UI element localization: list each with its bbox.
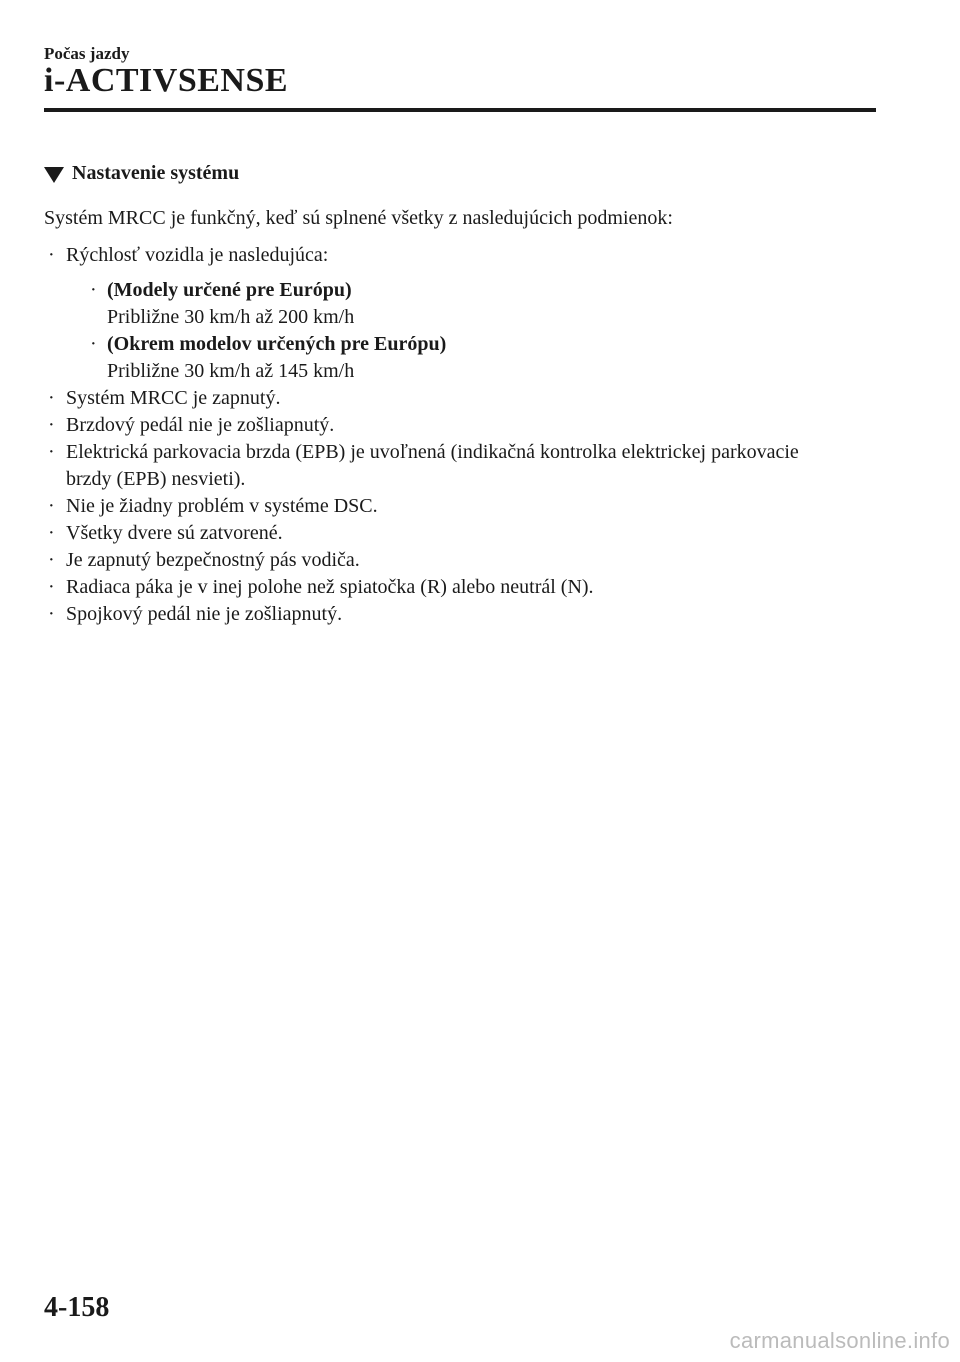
list-item (44, 439, 826, 493)
bullet: · (48, 414, 55, 436)
page-number: 4-158 (44, 1292, 110, 1323)
list-item (44, 493, 884, 520)
list-item-text: Radiaca páka je v inej polohe než spiatočka (R) alebo neutrál (N). (66, 576, 594, 598)
list-item (44, 601, 884, 628)
variant-value: Približne 30 km/h až 145 km/h (107, 360, 355, 382)
bullet: · (48, 495, 55, 517)
bullet: · (48, 244, 55, 266)
section-name: Počas jazdy (44, 44, 130, 63)
bullet: · (48, 549, 55, 571)
variant-label: (Okrem modelov určených pre Európu) (107, 333, 447, 355)
list-item-text: Spojkový pedál nie je zošliapnutý. (66, 603, 343, 625)
conditions-list (44, 242, 884, 628)
section-heading-text: Nastavenie systému (72, 162, 240, 184)
list-item (44, 385, 884, 412)
list-item (86, 277, 884, 331)
list-item-text: Systém MRCC je zapnutý. (66, 387, 281, 409)
list-item (44, 574, 884, 601)
header-divider (44, 108, 876, 112)
bullet: · (48, 603, 55, 625)
list-item-text: Je zapnutý bezpečnostný pás vodiča. (66, 549, 360, 571)
list-item (44, 547, 884, 574)
list-item (44, 520, 884, 547)
bullet: · (48, 522, 55, 544)
intro-paragraph: Systém MRCC je funkčný, keď sú splnené všetky z nasledujúcich podmienok: (44, 207, 673, 229)
list-item-text: Elektrická parkovacia brzda (EPB) je uvoľnená (indikačná kontrolka elektrickej parkovacie brzdy (EPB) nesvieti). (66, 441, 799, 490)
list-item (44, 242, 884, 385)
list-item (86, 331, 884, 385)
variant-label: (Modely určené pre Európu) (107, 279, 352, 301)
page-title: i-ACTIVSENSE (44, 62, 289, 99)
list-item-text: Nie je žiadny problém v systéme DSC. (66, 495, 378, 517)
list-item (44, 412, 884, 439)
speed-variants-list (66, 277, 884, 385)
list-item-text: Brzdový pedál nie je zošliapnutý. (66, 414, 335, 436)
variant-value: Približne 30 km/h až 200 km/h (107, 306, 355, 328)
bullet: · (90, 279, 97, 301)
bullet: · (48, 576, 55, 598)
triangle-down-icon (44, 167, 64, 183)
bullet: · (90, 333, 97, 355)
bullet: · (48, 441, 55, 463)
list-item-text: Rýchlosť vozidla je nasledujúca: (66, 244, 329, 266)
section-heading (44, 162, 239, 185)
list-item-text: Všetky dvere sú zatvorené. (66, 522, 283, 544)
watermark: carmanualsonline.info (729, 1328, 950, 1353)
bullet: · (48, 387, 55, 409)
